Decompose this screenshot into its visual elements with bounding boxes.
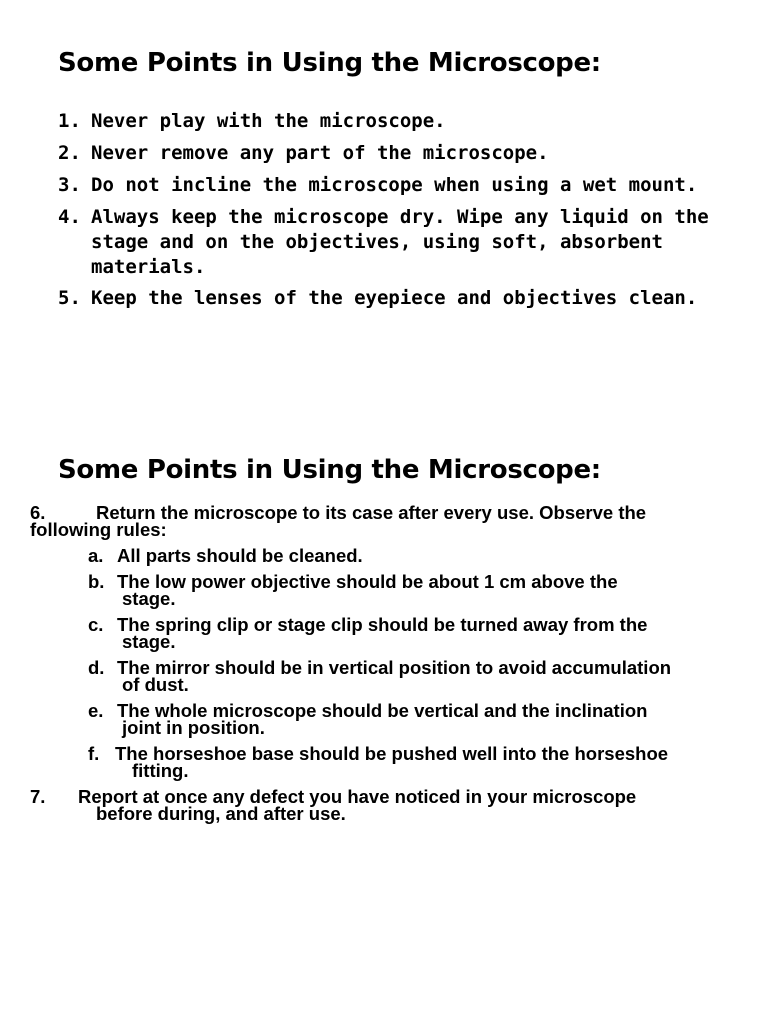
sub-item-label: a. [88, 545, 104, 566]
sub-item-label: d. [88, 657, 105, 678]
list-item-text: Do not incline the microscope when using a wet mount. [91, 174, 698, 196]
list-item-number: 3. [58, 174, 81, 196]
sub-item-text: The whole microscope should be vertical and the inclination [117, 700, 648, 721]
sub-item-b-continuation: stage. [122, 588, 176, 609]
list-item-text: Keep the lenses of the eyepiece and objectives clean. [91, 287, 698, 309]
sub-item-text: The mirror should be in vertical position to avoid accumulation [117, 657, 672, 678]
list-item-text: Never play with the microscope. [91, 110, 446, 132]
list-item-text: Always keep the microscope dry. Wipe any liquid on the [91, 206, 709, 228]
list-item-number: 1. [58, 110, 81, 132]
list-item-number: 4. [58, 206, 81, 228]
list-item-2 [58, 141, 549, 165]
sub-item-a [88, 547, 363, 565]
list-item-text: Return the microscope to its case after every use. Observe the [96, 502, 647, 523]
section-1-title: Some Points in Using the Microscope: [58, 48, 601, 78]
sub-item-label: f. [88, 743, 100, 764]
list-item-4-continuation: materials. [91, 256, 206, 278]
list-item-7-continuation: before during, and after use. [96, 803, 346, 824]
list-item-1 [58, 109, 446, 133]
sub-item-label: c. [88, 614, 104, 635]
sub-item-f-continuation: fitting. [132, 760, 189, 781]
list-item-6-continuation: following rules: [30, 519, 167, 540]
list-item-4 [58, 205, 709, 229]
list-item-text: Report at once any defect you have noticed in your microscope [78, 786, 637, 807]
sub-item-e-continuation: joint in position. [122, 717, 265, 738]
sub-item-text: The spring clip or stage clip should be turned away from the [117, 614, 648, 635]
list-item-number: 6. [30, 502, 46, 523]
sub-item-text: The low power objective should be about 1 cm above the [117, 571, 618, 592]
list-item-5 [58, 286, 697, 310]
sub-item-text: All parts should be cleaned. [117, 545, 363, 566]
list-item-number: 7. [30, 786, 46, 807]
sub-item-d-continuation: of dust. [122, 674, 189, 695]
list-item-text: Never remove any part of the microscope. [91, 142, 549, 164]
list-item-3 [58, 173, 697, 197]
list-item-number: 2. [58, 142, 81, 164]
sub-item-text: The horseshoe base should be pushed well into the horseshoe [115, 743, 669, 764]
list-item-4-continuation: stage and on the objectives, using soft, absorbent [91, 231, 663, 253]
section-2-title: Some Points in Using the Microscope: [58, 455, 601, 485]
sub-item-label: b. [88, 571, 105, 592]
list-item-number: 5. [58, 287, 81, 309]
sub-item-label: e. [88, 700, 104, 721]
sub-item-c-continuation: stage. [122, 631, 176, 652]
